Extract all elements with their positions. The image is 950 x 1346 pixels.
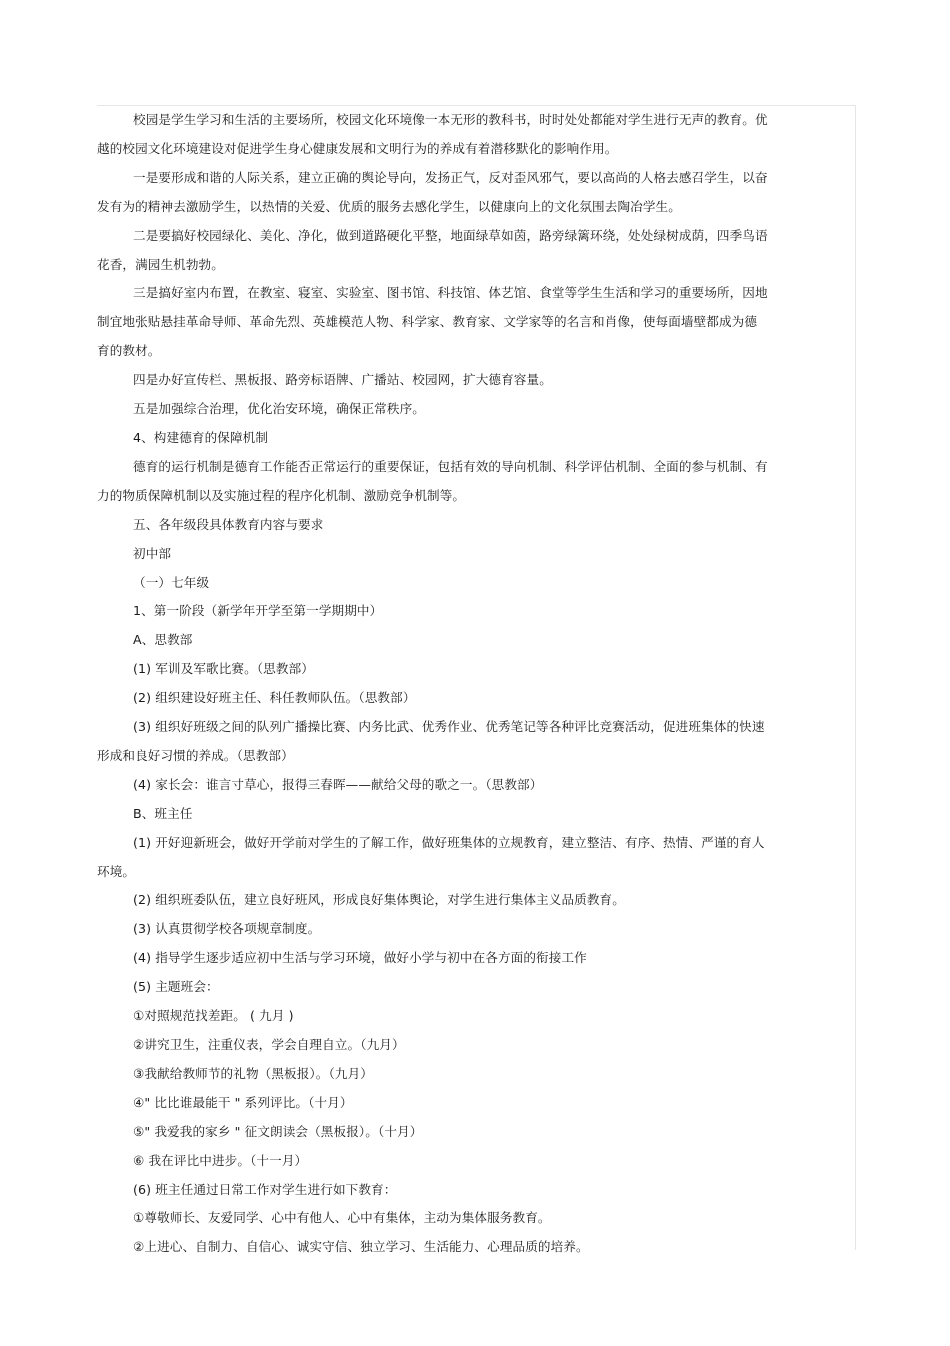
section-heading-stage-one: 1、第一阶段（新学年开学至第一学期期中） <box>133 603 383 619</box>
paragraph-point-four: 四是办好宣传栏、黑板报、路旁标语牌、广播站、校园网，扩大德育容量。 <box>133 372 552 388</box>
list-item-daily-education: (6) 班主任通过日常工作对学生进行如下教育： <box>133 1181 397 1197</box>
section-heading-grade-content: 五、各年级段具体教育内容与要求 <box>133 516 324 532</box>
paragraph-point-five: 五是加强综合治理，优化治安环境，确保正常秩序。 <box>133 401 425 417</box>
paragraph-campus-culture-line2: 越的校园文化环境建设对促进学生身心健康发展和文明行为的养成有着潜移默化的影响作用。 <box>97 140 618 156</box>
paragraph-point-three-line2: 制宜地张贴悬挂革命导师、革命先烈、英雄模范人物、科学家、教育家、文学家等的名言和肖像，使每面墙壁都成为德 <box>97 314 758 330</box>
sub-item-3: ③我献给教师节的礼物（黑板报）。（九月） <box>133 1065 373 1081</box>
document-body <box>97 106 787 1262</box>
list-item-adaptation: (4) 指导学生逐步适应初中生活与学习环境，做好小学与初中在各方面的衔接工作 <box>133 950 587 966</box>
section-heading-ideology-dept: A、思教部 <box>133 632 193 648</box>
sub-item-6: ⑥ 我在评比中进步。（十一月） <box>133 1152 308 1168</box>
paragraph-point-two-line2: 花香，满园生机勃勃。 <box>97 256 224 272</box>
sub-item-respect: ①尊敬师长、友爱同学、心中有他人、心中有集体，主动为集体服务教育。 <box>133 1210 551 1226</box>
list-item-parent-meeting: (4) 家长会：谁言寸草心，报得三春晖——献给父母的歌之一。（思教部） <box>133 776 543 792</box>
sub-item-2: ②讲究卫生，注重仪表，学会自理自立。（九月） <box>133 1037 405 1052</box>
paragraph-mechanism-line2: 力的物质保障机制以及实施过程的程序化机制、激励竞争机制等。 <box>97 487 466 503</box>
sub-item-4: ④" 比比谁最能干 " 系列评比。（十月） <box>133 1094 353 1110</box>
list-item-military-training: (1) 军训及军歌比赛。（思教部） <box>133 661 314 677</box>
list-item-school-rules: (3) 认真贯彻学校各项规章制度。 <box>133 921 321 937</box>
paragraph-point-one-line1: 一是要形成和谐的人际关系，建立正确的舆论导向，发扬正气，反对歪风邪气，要以高尚的人格去感召学生，以奋 <box>133 169 768 185</box>
paragraph-point-three-line1: 三是搞好室内布置，在教室、寝室、实验室、图书馆、科技馆、体艺馆、食堂等学生生活和学习的重要场所，因地 <box>133 285 768 301</box>
section-heading-grade-seven: （一）七年级 <box>133 574 210 590</box>
paragraph-point-three-line3: 育的教材。 <box>97 343 161 359</box>
paragraph-campus-culture-line1: 校园是学生学习和生活的主要场所，校园文化环境像一本无形的教科书，时时处处都能对学生进行无声的教育。优 <box>133 112 768 127</box>
sub-item-1: ①对照规范找差距。 ( 九月 ) <box>133 1008 294 1024</box>
paragraph-mechanism-line1: 德育的运行机制是德育工作能否正常运行的重要保证，包括有效的导向机制、科学评估机制、全面的参与机制、有 <box>133 458 768 474</box>
sub-item-character: ②上进心、自制力、自信心、诚实守信、独立学习、生活能力、心理品质的培养。 <box>133 1239 589 1255</box>
sub-item-5: ⑤" 我爱我的家乡 " 征文朗读会（黑板报）。（十月） <box>133 1123 423 1139</box>
section-heading-head-teacher: B、班主任 <box>133 805 193 821</box>
list-item-competitions-line1: (3) 组织好班级之间的队列广播操比赛、内务比武、优秀作业、优秀笔记等各种评比竞赛活动，促进班集体的快速 <box>133 719 765 735</box>
list-item-competitions-line2: 形成和良好习惯的养成。（思教部） <box>97 747 294 763</box>
list-item-teacher-team: (2) 组织建设好班主任、科任教师队伍。（思教部） <box>133 690 416 706</box>
list-item-class-committee: (2) 组织班委队伍，建立良好班风，形成良好集体舆论，对学生进行集体主义品质教育。 <box>133 892 625 908</box>
section-heading-guarantee: 4、构建德育的保障机制 <box>133 429 269 445</box>
paragraph-point-two-line1: 二是要搞好校园绿化、美化、净化，做到道路硬化平整，地面绿草如茵，路旁绿篱环绕，处处绿树成荫，四季鸟语 <box>133 227 768 243</box>
list-item-welcome-meeting-line1: (1) 开好迎新班会，做好开学前对学生的了解工作，做好班集体的立规教育，建立整洁、有序、热情、严谨的育人 <box>133 834 765 850</box>
list-item-welcome-meeting-line2: 环境。 <box>97 863 136 879</box>
page-frame-right-border <box>855 105 856 1250</box>
section-heading-junior-high: 初中部 <box>133 545 172 561</box>
list-item-theme-meetings: (5) 主题班会： <box>133 979 219 995</box>
paragraph-point-one-line2: 发有为的精神去激励学生，以热情的关爱、优质的服务去感化学生，以健康向上的文化氛围去陶冶学生。 <box>97 198 681 214</box>
